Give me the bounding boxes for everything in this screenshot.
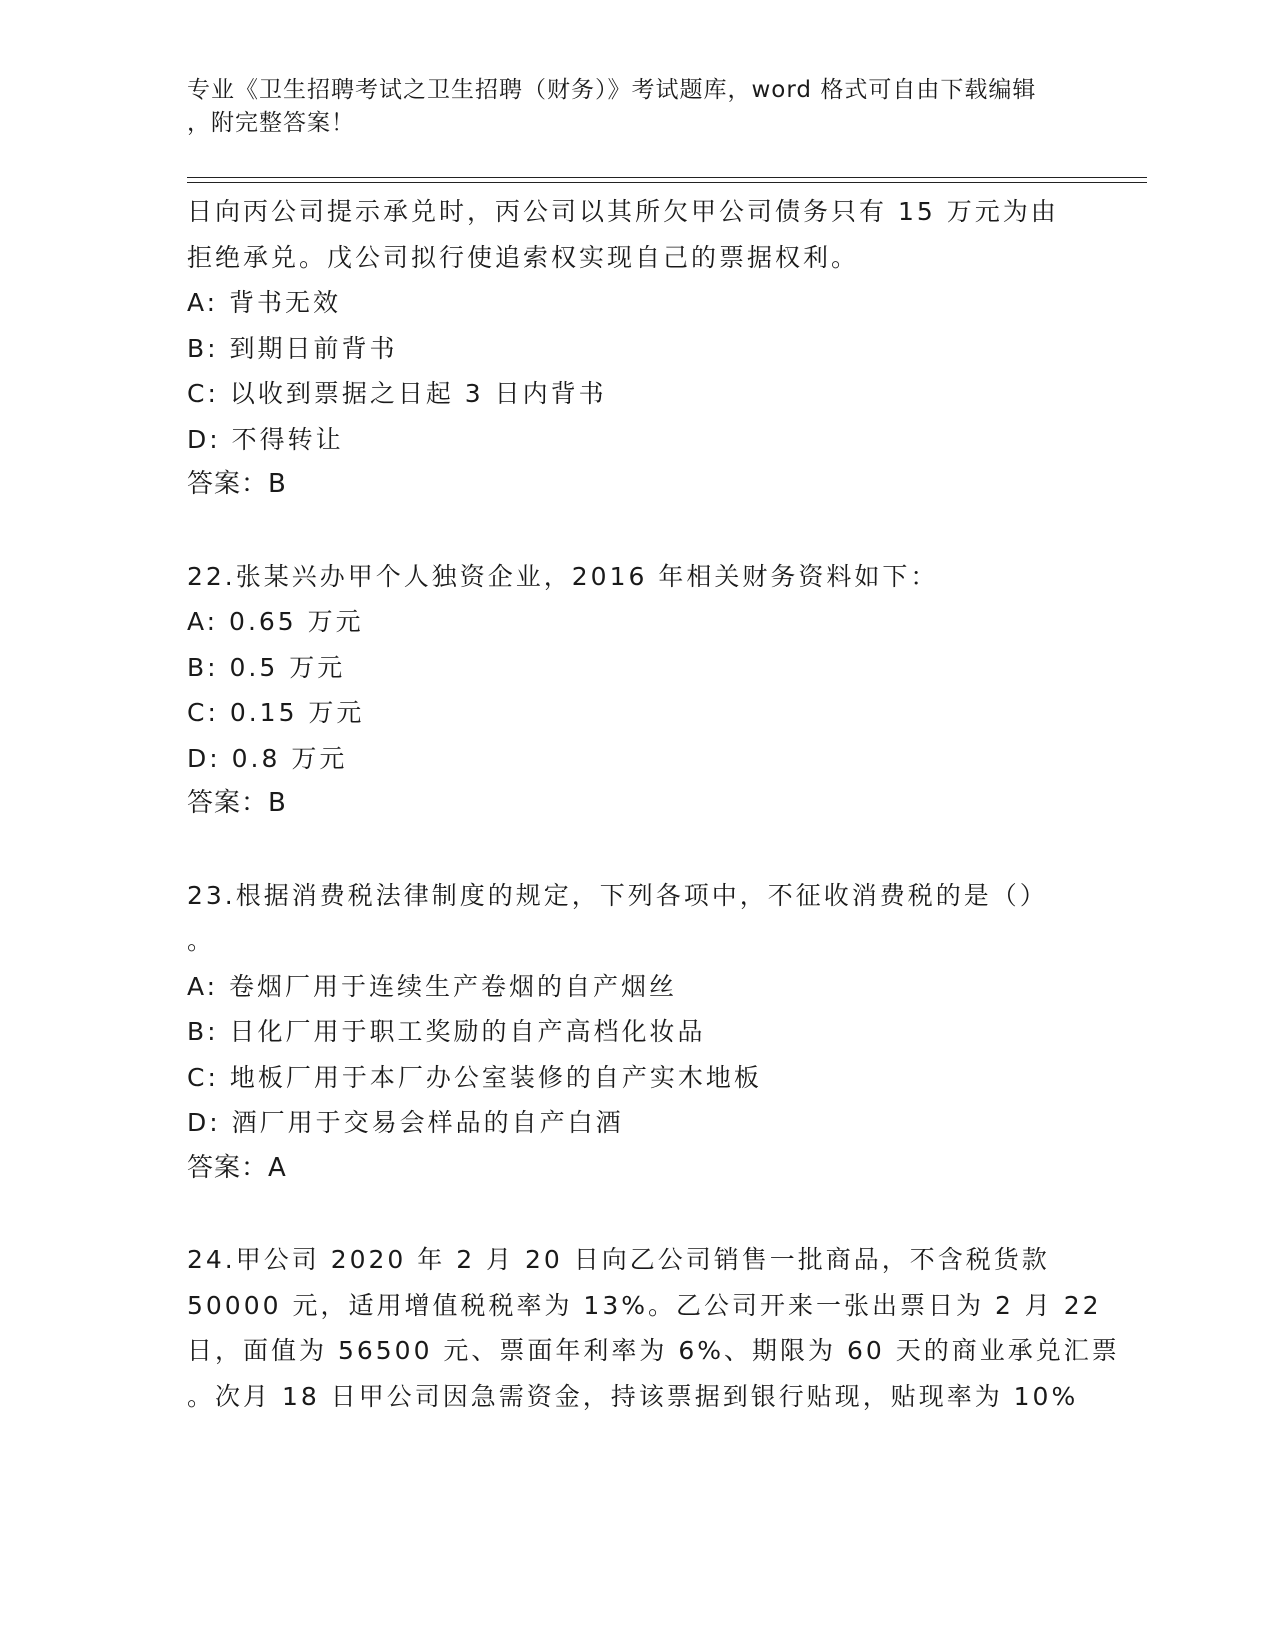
header-line-2: ，附完整答案！ (187, 110, 355, 136)
option-a: A: 背书无效 (187, 288, 342, 317)
question-stem-line: 日，面值为 56500 元、票面年利率为 6%、期限为 60 天的商业承兑汇票 (187, 1336, 1120, 1365)
option-b: B: 日化厂用于职工奖励的自产高档化妆品 (187, 1017, 706, 1046)
option-b: B: 0.5 万元 (187, 652, 346, 682)
question-stem-line: 拒绝承兑。戊公司拟行使追索权实现自己的票据权利。 (187, 242, 860, 272)
answer-line: 答案：B (187, 469, 287, 499)
question-stem-line: 24.甲公司 2020 年 2 月 20 日向乙公司销售一批商品，不含税货款 (187, 1245, 1050, 1274)
option-a: A: 卷烟厂用于连续生产卷烟的自产烟丝 (187, 971, 678, 1001)
option-c: C: 0.15 万元 (187, 698, 365, 727)
header-rule-top (187, 177, 1147, 178)
spacer (187, 827, 1087, 873)
spacer (187, 508, 1087, 554)
option-a: A: 0.65 万元 (187, 607, 364, 636)
question-stem-line: 。次月 18 日甲公司因急需资金，持该票据到银行贴现，贴现率为 10% (187, 1381, 1079, 1411)
header-line-1: 专业《卫生招聘考试之卫生招聘（财务）》考试题库，word 格式可自由下载编辑 (187, 77, 1037, 103)
spacer (187, 1191, 1087, 1237)
question-stem-line: 22.张某兴办甲个人独资企业，2016 年相关财务资料如下： (187, 561, 939, 591)
option-c: C: 地板厂用于本厂办公室装修的自产实木地板 (187, 1062, 762, 1092)
question-stem-line: 23.根据消费税法律制度的规定，下列各项中，不征收消费税的是（） (187, 880, 1048, 910)
option-d: D: 0.8 万元 (187, 743, 348, 773)
question-21 (187, 189, 1087, 508)
header-rule-bottom (187, 182, 1147, 183)
question-22 (187, 554, 1087, 827)
answer-line: 答案：B (187, 788, 287, 818)
question-list (187, 189, 1120, 1419)
question-stem-line: 日向丙公司提示承兑时，丙公司以其所欠甲公司债务只有 15 万元为由 (187, 197, 1059, 226)
question-stem-line: 50000 元，适用增值税税率为 13%。乙公司开来一张出票日为 2 月 22 (187, 1290, 1102, 1320)
question-23 (187, 873, 1087, 1192)
option-d: D: 酒厂用于交易会样品的自产白酒 (187, 1108, 624, 1137)
document-header (187, 74, 1087, 140)
question-24 (187, 1237, 1120, 1419)
option-c: C: 以收到票据之日起 3 日内背书 (187, 379, 607, 408)
question-stem-line: 。 (187, 926, 216, 955)
option-d: D: 不得转让 (187, 424, 344, 454)
option-b: B: 到期日前背书 (187, 333, 398, 363)
answer-line: 答案：A (187, 1152, 287, 1183)
